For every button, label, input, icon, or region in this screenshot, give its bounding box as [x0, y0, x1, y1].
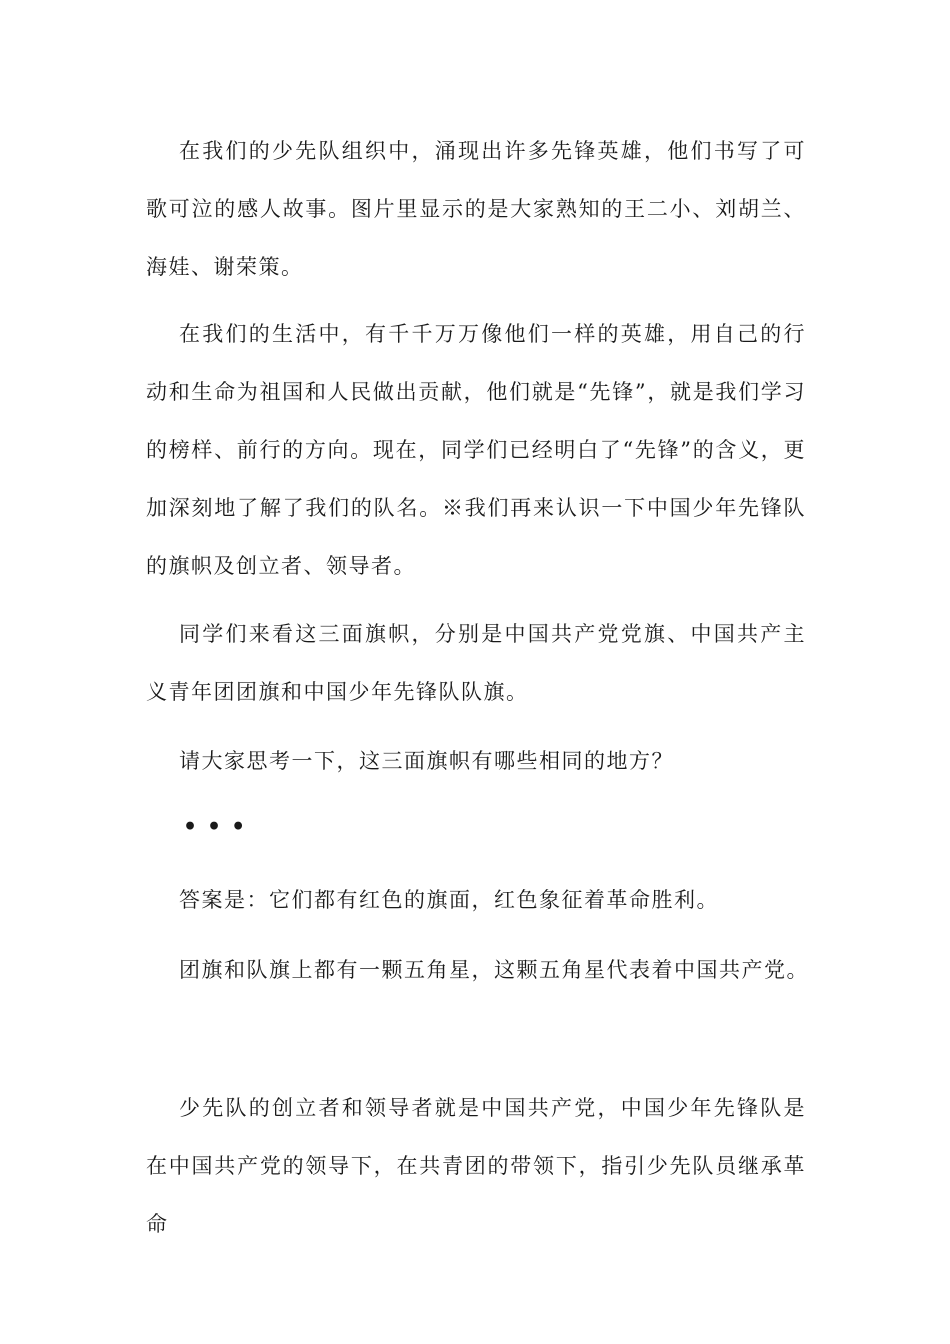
paragraph-question: 请大家思考一下，这三面旗帜有哪些相同的地方？ — [179, 749, 674, 773]
paragraph-vanguard-meaning: 在我们的生活中，有千千万万像他们一样的英雄，用自己的行动和生命为祖国和人民做出贡献，他们就是“先锋”，就是我们学习的榜样、前行的方向。现在，同学们已经明白了“先锋”的含义，更加深刻地了解了我们的队名。※我们再来认识一下中国少年先锋队的旗帜及创立者、领导者。 — [146, 322, 806, 578]
paragraph-pioneer-heroes: 在我们的少先队组织中，涌现出许多先锋英雄，他们书写了可歌可泣的感人故事。图片里显示的是大家熟知的王二小、刘胡兰、海娃、谢荣策。 — [146, 139, 806, 279]
paragraph-answer: 答案是：它们都有红色的旗面，红色象征着革命胜利。 — [179, 888, 719, 912]
ellipsis-dots: ••• — [183, 814, 256, 840]
paragraph-founder-leader: 少先队的创立者和领导者就是中国共产党，中国少年先锋队是在中国共产党的领导下，在共青团的带领下，指引少先队员继承革命 — [146, 1096, 806, 1236]
paragraph-star-meaning: 团旗和队旗上都有一颗五角星，这颗五角星代表着中国共产党。 — [179, 958, 809, 982]
paragraph-three-flags: 同学们来看这三面旗帜，分别是中国共产党党旗、中国共产主义青年团团旗和中国少年先锋队队旗。 — [146, 622, 806, 704]
